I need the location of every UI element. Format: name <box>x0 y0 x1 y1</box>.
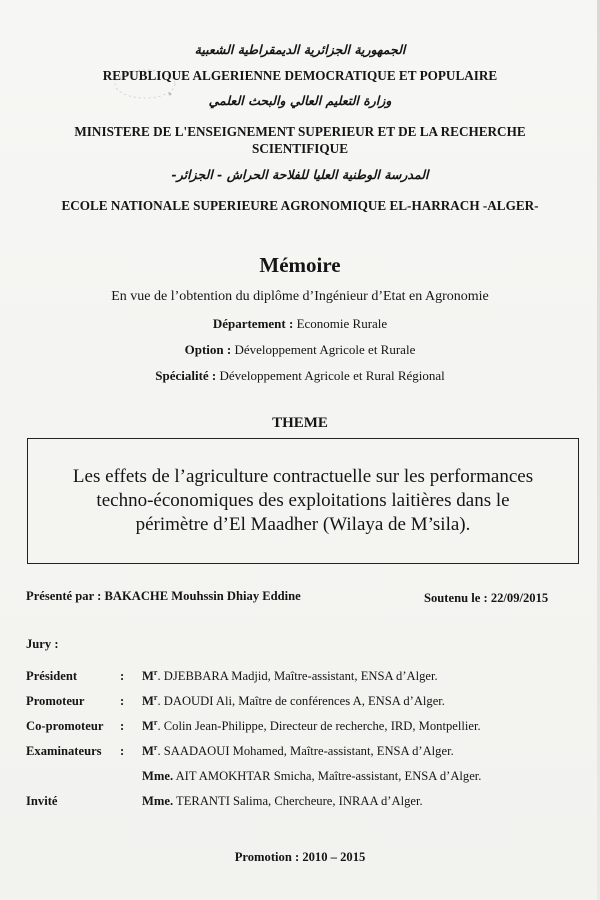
jury-role-examinateurs: Examinateurs <box>26 744 102 758</box>
arabic-school-title: المدرسة الوطنية العليا للفلاحة الحراش - الجزائر- <box>171 167 429 182</box>
school-title: ECOLE NATIONALE SUPERIEURE AGRONOMIQUE EL-HARRACH -ALGER- <box>61 198 539 213</box>
jury-role-president: Président <box>26 669 78 683</box>
theme-line-3: périmètre d’El Maadher (Wilaya de M’sila). <box>135 514 471 535</box>
jury-colon: : <box>120 694 125 708</box>
departement-value: Economie Rurale <box>293 316 388 331</box>
member-title-sup: r <box>153 692 158 702</box>
arabic-ministry-title: وزارة التعليم العالي والبحث العلمي <box>208 93 392 108</box>
option-line <box>0 342 600 358</box>
specialite-value: Développement Agricole et Rural Régional <box>216 368 445 383</box>
presented-by: Présenté par : BAKACHE Mouhssin Dhiay Eddine <box>26 589 301 603</box>
promotion-years: Promotion : 2010 – 2015 <box>234 850 366 864</box>
jury-member-invite <box>142 794 423 809</box>
jury-member-promoteur <box>142 694 445 709</box>
theme-box <box>27 438 579 564</box>
ministry-title-line2: SCIENTIFIQUE <box>251 141 348 156</box>
memoire-subtitle: En vue de l’obtention du diplôme d’Ingénieur d’Etat en Agronomie <box>111 289 489 304</box>
jury-role-promoteur: Promoteur <box>26 694 85 708</box>
jury-label: Jury : <box>26 637 59 651</box>
defense-date: Soutenu le : 22/09/2015 <box>424 591 549 605</box>
member-title: Mme. <box>142 794 174 808</box>
specialite-line <box>0 368 600 384</box>
departement-line <box>0 316 600 332</box>
ministry-title-line1: MINISTERE DE L'ENSEIGNEMENT SUPERIEUR ET DE LA RECHERCHE <box>74 124 526 139</box>
member-title: M <box>142 694 154 708</box>
member-title-sup: r <box>153 742 158 752</box>
member-title: M <box>142 669 154 683</box>
jury-member-examinateur-2 <box>142 769 481 784</box>
member-title: M <box>142 744 154 758</box>
departement-label: Département : <box>212 316 294 331</box>
arabic-republic-title: الجمهورية الجزائرية الديمقراطية الشعبية <box>194 42 406 57</box>
option-label: Option : <box>184 342 232 357</box>
member-text: . DJEBBARA Madjid, Maître-assistant, ENSA d’Alger. <box>157 669 438 683</box>
jury-role-invite: Invité <box>26 794 58 808</box>
jury-member-president <box>142 669 438 684</box>
member-text: . Colin Jean-Philippe, Directeur de recherche, IRD, Montpellier. <box>157 719 481 733</box>
theme-label: THEME <box>272 415 328 431</box>
jury-colon: : <box>120 719 125 733</box>
member-title-sup: r <box>153 667 158 677</box>
theme-line-1: Les effets de l’agriculture contractuelle sur les performances <box>72 466 534 487</box>
jury-role-co-promoteur: Co-promoteur <box>26 719 104 733</box>
jury-member-examinateur-1 <box>142 744 454 759</box>
member-text: AIT AMOKHTAR Smicha, Maître-assistant, ENSA d’Alger. <box>173 769 482 783</box>
member-text: . DAOUDI Ali, Maître de conférences A, ENSA d’Alger. <box>157 694 445 708</box>
jury-colon: : <box>120 744 125 758</box>
member-text: TERANTI Salima, Chercheure, INRAA d’Alger. <box>173 794 423 808</box>
theme-line-2: techno-économiques des exploitations laitières dans le <box>96 490 510 511</box>
jury-colon: : <box>120 669 125 683</box>
jury-member-co-promoteur <box>142 719 481 734</box>
member-title: Mme. <box>142 769 174 783</box>
specialite-label: Spécialité : <box>155 368 217 383</box>
member-title-sup: r <box>153 717 158 727</box>
option-value: Développement Agricole et Rurale <box>231 342 416 357</box>
memoire-title: Mémoire <box>259 253 341 277</box>
member-title: M <box>142 719 154 733</box>
member-text: . SAADAOUI Mohamed, Maître-assistant, ENSA d’Alger. <box>157 744 454 758</box>
republic-title: REPUBLIQUE ALGERIENNE DEMOCRATIQUE ET POPULAIRE <box>102 68 498 83</box>
